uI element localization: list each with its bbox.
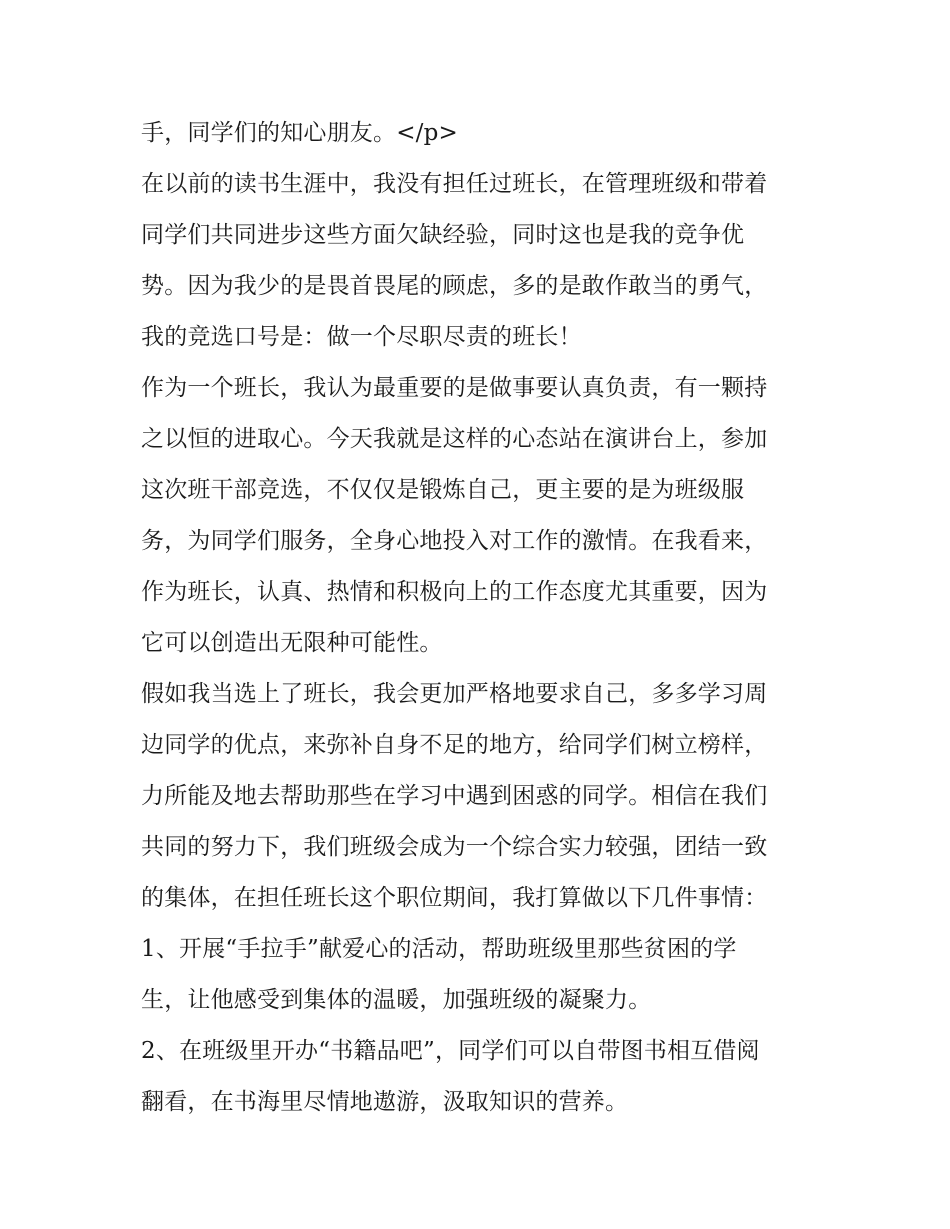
text-line: 同学们共同进步这些方面欠缺经验，同时这也是我的竞争优 [141, 222, 745, 248]
text-line: 翻看，在书海里尽情地遨游，汲取知识的营养。 [141, 1089, 629, 1115]
text-line: 作为班长，认真、热情和积极向上的工作态度尤其重要，因为 [141, 579, 768, 605]
text-line: 这次班干部竞选，不仅仅是锻炼自己，更主要的是为班级服 [141, 477, 745, 503]
text-line: 在以前的读书生涯中，我没有担任过班长，在管理班级和带着 [141, 171, 768, 197]
text-line: 2、在班级里开办“书籍品吧”，同学们可以自带图书相互借阅 [141, 1038, 760, 1064]
text-line: 之以恒的进取心。今天我就是这样的心态站在演讲台上，参加 [141, 426, 768, 452]
text-line: 我的竞选口号是：做一个尽职尽责的班长！ [141, 324, 582, 350]
text-line: 务，为同学们服务，全身心地投入对工作的激情。在我看来， [141, 528, 768, 554]
document-body [141, 108, 821, 1128]
text-line: 假如我当选上了班长，我会更加严格地要求自己，多多学习周 [141, 681, 768, 707]
text-line: 手，同学们的知心朋友。</p> [141, 120, 459, 146]
text-line: 生，让他感受到集体的温暖，加强班级的凝聚力。 [141, 987, 652, 1013]
text-line: 势。因为我少的是畏首畏尾的顾虑，多的是敢作敢当的勇气， [141, 273, 768, 299]
text-line: 共同的努力下，我们班级会成为一个综合实力较强，团结一致 [141, 834, 768, 860]
text-line: 边同学的优点，来弥补自身不足的地方，给同学们树立榜样， [141, 732, 768, 758]
text-line: 1、开展“手拉手”献爱心的活动，帮助班级里那些贫困的学 [141, 936, 737, 962]
text-line: 作为一个班长，我认为最重要的是做事要认真负责，有一颗持 [141, 375, 768, 401]
text-line: 它可以创造出无限种可能性。 [141, 630, 443, 656]
text-line: 力所能及地去帮助那些在学习中遇到困惑的同学。相信在我们 [141, 783, 768, 809]
text-line: 的集体，在担任班长这个职位期间，我打算做以下几件事情： [141, 885, 768, 911]
